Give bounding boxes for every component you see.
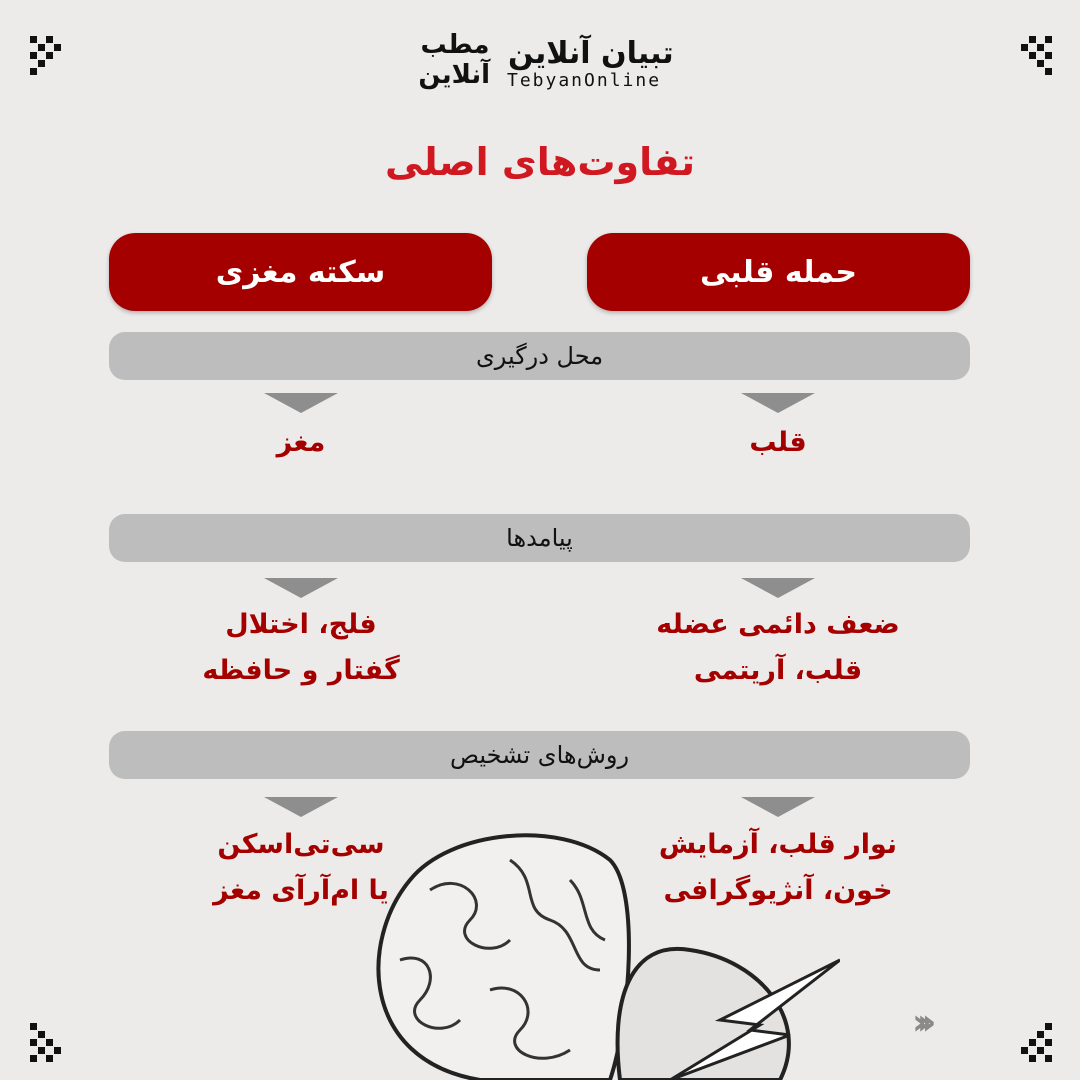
heart-attack-header: حمله قلبی xyxy=(587,233,970,311)
dot-pattern-icon xyxy=(1012,1022,1052,1062)
down-arrow-icon xyxy=(264,393,338,413)
stroke-diagnosis: سی‌تی‌اسکن یا ام‌آرآی مغز xyxy=(213,829,389,906)
tebyan-logo-en: TebyanOnline xyxy=(507,70,662,91)
stroke-header: سکته مغزی xyxy=(109,233,492,311)
dot-pattern-icon xyxy=(30,36,70,76)
heart-diagnosis: نوار قلب، آزمایش خون، آنژیوگرافی xyxy=(658,829,898,906)
heart-consequences: ضعف دائمی عضله قلب، آریتمی xyxy=(656,609,900,686)
page-title: تفاوت‌های اصلی xyxy=(384,140,696,184)
section-label-diagnosis: روش‌های تشخیص xyxy=(109,731,970,779)
tebyan-logo-fa: تبیان آنلاین xyxy=(508,36,674,71)
down-arrow-icon xyxy=(264,578,338,598)
heart-location: قلب xyxy=(749,427,807,458)
stroke-location: مغز xyxy=(276,427,326,458)
section-label-location: محل درگیری xyxy=(109,332,970,380)
stroke-consequences: فلج، اختلال گفتار و حافظه xyxy=(202,609,400,686)
section-label-consequences: پیامدها xyxy=(109,514,970,562)
down-arrow-icon xyxy=(741,797,815,817)
dot-pattern-icon xyxy=(30,1022,70,1062)
down-arrow-icon xyxy=(741,393,815,413)
brain-heart-illustration xyxy=(340,820,840,1080)
chevrons-right-icon: ››› xyxy=(912,1002,927,1043)
matab-online-logo: مطب آنلاین xyxy=(418,30,490,90)
dot-pattern-icon xyxy=(1012,36,1052,76)
down-arrow-icon xyxy=(264,797,338,817)
down-arrow-icon xyxy=(741,578,815,598)
